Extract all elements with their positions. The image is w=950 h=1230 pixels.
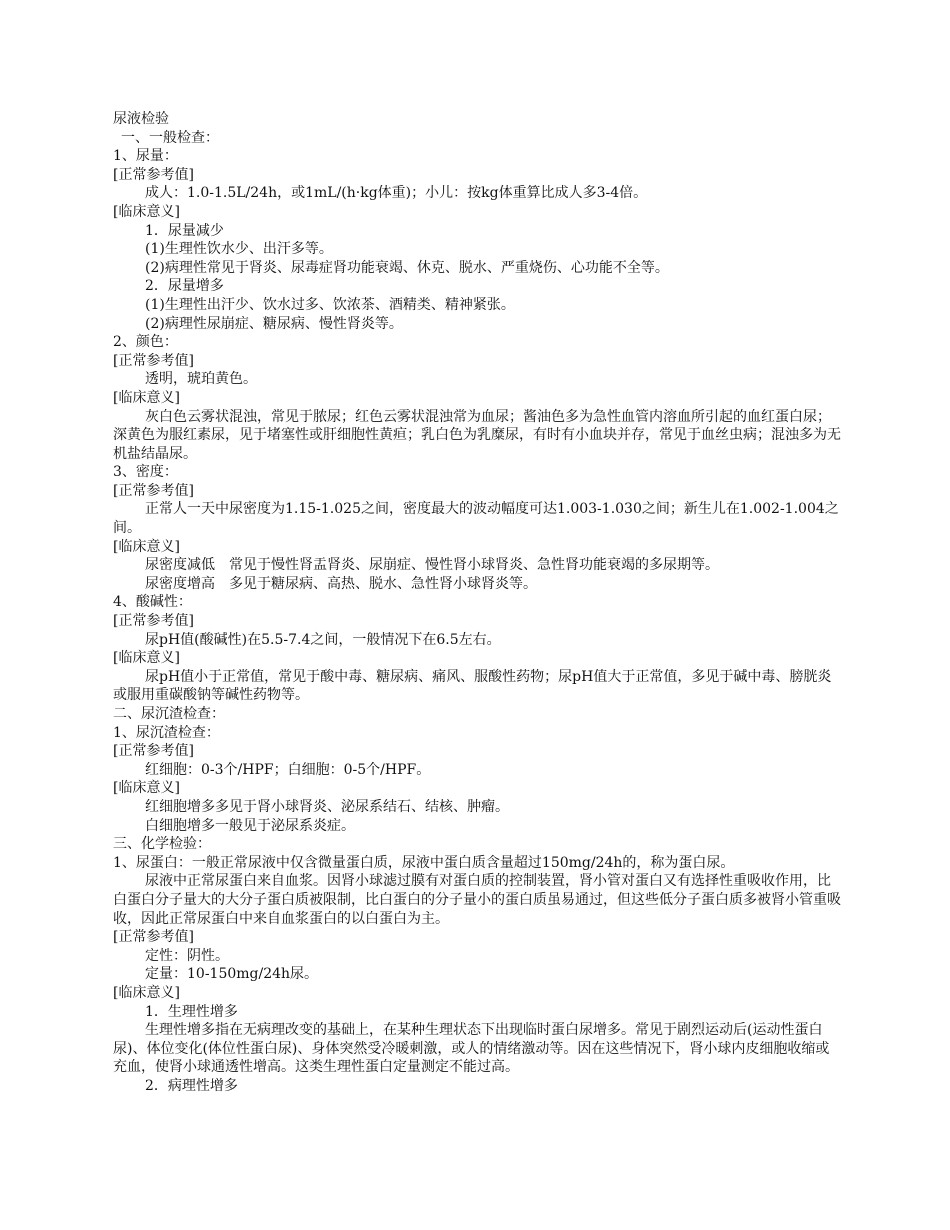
subheading: 1．生理性增多 — [145, 1003, 238, 1020]
protein-heading: 1、尿蛋白：一般正常尿液中仅含微量蛋白质，尿液中蛋白质含量超过150mg/24h的，称为蛋白尿。 — [113, 854, 735, 871]
sediment-heading: 1、尿沉渣检查： — [113, 724, 220, 741]
subheading: 2．病理性增多 — [145, 1077, 238, 1094]
ref-label: [正常参考值] — [113, 482, 194, 499]
clinical-label: [临床意义] — [113, 984, 180, 1001]
ref-text: 尿pH值(酸碱性)在5.5-7.4之间，一般情况下在6.5左右。 — [145, 631, 501, 648]
ref-text: 定性：阴性。 — [145, 947, 229, 964]
ref-label: [正常参考值] — [113, 352, 194, 369]
clinical-label: [临床意义] — [113, 203, 180, 220]
physiological-paragraph: 生理性增多指在无病理改变的基础上，在某种生理状态下出现临时蛋白尿增多。常见于剧烈运动后(运动性蛋白尿)、体位变化(体位性蛋白尿)、身体突然受冷暖刺激，或人的情绪激动等。因在这些情况下，肾小球内皮细胞收缩或充血，使肾小球通透性增高。这类生理性蛋白定量测定不能过高。 — [113, 1022, 830, 1076]
clinical-paragraph: 灰白色云雾状混浊，常见于脓尿；红色云雾状混浊常为血尿；酱油色多为急性血管内溶血所引起的血红蛋白尿；深黄色为服红素尿，见于堵塞性或肝细胞性黄疸；乳白色为乳糜尿，有时有小血块并存，常见于血丝虫病；混浊多为无机盐结晶尿。 — [113, 408, 841, 462]
list-item: 红细胞增多多见于肾小球肾炎、泌尿系结石、结核、肿瘤。 — [145, 798, 509, 815]
list-item: (1)生理性出汗少、饮水过多、饮浓茶、酒精类、精神紧张。 — [145, 296, 515, 313]
list-item: 白细胞增多一般见于泌尿系炎症。 — [145, 817, 355, 834]
section-heading-chemistry: 三、化学检验： — [113, 836, 211, 853]
urine-volume-heading: 1、尿量： — [113, 148, 178, 165]
ref-text: 定量：10-150mg/24h尿。 — [145, 966, 319, 983]
clinical-label: [临床意义] — [113, 780, 180, 797]
clinical-label: [临床意义] — [113, 389, 180, 406]
clinical-label: [临床意义] — [113, 538, 180, 555]
ref-label: [正常参考值] — [113, 166, 194, 183]
list-item: 尿密度增高 多见于糖尿病、高热、脱水、急性肾小球肾炎等。 — [145, 575, 537, 592]
subheading: 1．尿量减少 — [145, 222, 224, 239]
ref-text: 成人：1.0-1.5L/24h，或1mL/(h·kg体重)；小儿：按kg体重算比成人多3-4倍。 — [145, 185, 648, 202]
ph-heading: 4、酸碱性： — [113, 594, 192, 611]
subheading: 2．尿量增多 — [145, 278, 224, 295]
ref-text: 红细胞：0-3个/HPF；白细胞：0-5个/HPF。 — [145, 761, 431, 778]
document-page — [113, 110, 843, 1095]
list-item: (1)生理性饮水少、出汗多等。 — [145, 241, 333, 258]
list-item: 尿密度减低 常见于慢性肾盂肾炎、尿崩症、慢性肾小球肾炎、急性肾功能衰竭的多尿期等。 — [145, 557, 719, 574]
ref-text: 透明，琥珀黄色。 — [145, 371, 257, 388]
color-heading: 2、颜色： — [113, 334, 178, 351]
protein-paragraph: 尿液中正常尿蛋白来自血浆。因肾小球滤过膜有对蛋白质的控制装置，肾小管对蛋白又有选择性重吸收作用，比白蛋白分子量大的大分子蛋白质被限制，比白蛋白的分子量小的蛋白质虽易通过，但这些低分子蛋白质多被肾小管重吸收，因此正常尿蛋白中来自血浆蛋白的以白蛋白为主。 — [113, 873, 841, 927]
list-item: (2)病理性尿崩症、糖尿病、慢性肾炎等。 — [145, 315, 403, 332]
list-item: (2)病理性常见于肾炎、尿毒症肾功能衰竭、休克、脱水、严重烧伤、心功能不全等。 — [145, 259, 669, 276]
ref-label: [正常参考值] — [113, 929, 194, 946]
ref-paragraph: 正常人一天中尿密度为1.15-1.025之间，密度最大的波动幅度可达1.003-1.030之间；新生儿在1.002-1.004之间。 — [113, 501, 839, 537]
clinical-paragraph: 尿pH值小于正常值，常见于酸中毒、糖尿病、痛风、服酸性药物；尿pH值大于正常值，多见于碱中毒、膀胱炎或服用重碳酸钠等碱性药物等。 — [113, 668, 832, 704]
ref-label: [正常参考值] — [113, 743, 194, 760]
section-heading-sediment: 二、尿沉渣检查： — [113, 706, 225, 722]
section-heading-general: 一、一般检查： — [121, 129, 219, 146]
doc-title: 尿液检验 — [113, 111, 169, 127]
density-heading: 3、密度： — [113, 464, 178, 481]
ref-label: [正常参考值] — [113, 613, 194, 630]
clinical-label: [临床意义] — [113, 650, 180, 667]
